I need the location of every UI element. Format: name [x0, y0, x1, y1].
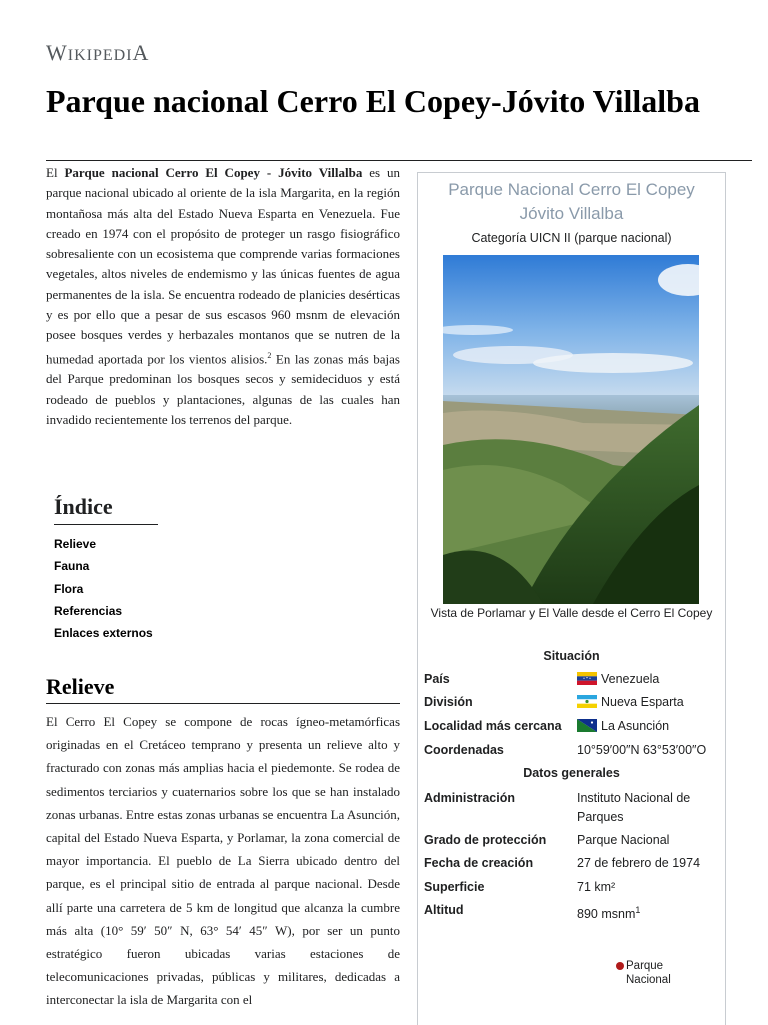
- section-divider: [46, 703, 400, 704]
- row-key: División: [424, 695, 473, 709]
- row-value[interactable]: Instituto Nacional de Parques: [577, 791, 691, 824]
- page-title: Parque nacional Cerro El Copey-Jóvito Villalba: [46, 83, 700, 119]
- row-value[interactable]: Parque Nacional: [577, 833, 670, 847]
- toc-item-enlaces-externos[interactable]: Enlaces externos: [54, 626, 153, 641]
- wordmark-letter: W: [46, 40, 68, 65]
- row-value[interactable]: [577, 693, 725, 712]
- map-label-line-2: Nacional: [626, 974, 671, 986]
- la-asuncion-flag-icon: [577, 719, 597, 732]
- lead-prefix: El: [46, 165, 65, 180]
- map-label-line-1: Parque: [626, 960, 664, 972]
- value-text: Venezuela: [601, 672, 660, 686]
- row-value: [577, 901, 725, 924]
- row-key: Grado de protección: [424, 833, 547, 847]
- lead-paragraph: [46, 163, 400, 430]
- title-divider: [46, 160, 752, 161]
- row-value[interactable]: [577, 670, 725, 689]
- landscape-image: [443, 255, 699, 604]
- value-text: 890 msnm: [577, 907, 636, 922]
- value-text: La Asunción: [601, 719, 670, 733]
- toc-title: Índice: [54, 494, 158, 525]
- venezuela-flag-icon: [577, 672, 597, 685]
- lead-bold-name: Parque nacional Cerro El Copey - Jóvito Villalba: [64, 165, 363, 180]
- value-text: Nueva Esparta: [601, 695, 684, 709]
- wordmark-smallcaps: IKIPEDI: [67, 47, 133, 64]
- row-key: Fecha de creación: [424, 856, 534, 870]
- table-of-contents: [54, 494, 254, 644]
- row-value: 27 de febrero de 1974: [577, 856, 701, 870]
- section-heading-relieve: Relieve: [46, 674, 115, 699]
- lead-text-2: En las zonas más bajas del Parque predominan los bosques secos y semideciduos y está rodeado de pueblos y plantaciones, algunas de las cuales han invadido recientemente los terrenos del parque.: [46, 351, 400, 427]
- section-datos-generales: Datos generales: [523, 766, 620, 780]
- row-key: Coordenadas: [424, 743, 504, 757]
- reference-link[interactable]: 1: [635, 905, 641, 915]
- map-marker-icon: [616, 962, 624, 970]
- infobox: [417, 172, 726, 1025]
- park-photo[interactable]: [443, 255, 699, 604]
- relieve-paragraph: El Cerro El Copey se compone de rocas ígneo-metamórficas originadas en el Cretáceo temprano y presenta un relieve alto y fracturado con zonas más amplias hacia el piedemonte. Se rodea de sedimentos terciarios y cuaternarios sobre los que se han instalado zonas urbanas. Entre estas zonas urbanas se encuentra La Asunción, capital del Estado Nueva Esparta, y Porlamar, la zona comercial de mayor importancia. El pueblo de La Sierra ubicado dentro del parque, es el principal sitio de entrada al parque nacional. Desde allí parte una carretera de 5 km de longitud que alcanza la cumbre más alta (10° 59′ 50″ N, 63° 54′ 45″ W), por ser un punto estratégico fueron ubicadas varias estaciones de telecomunicaciones privadas, públicas y militares, dedicadas a interconectar la isla de Margarita con el: [46, 714, 400, 1008]
- toc-item-flora[interactable]: Flora: [54, 581, 84, 596]
- row-key: Administración: [424, 791, 515, 805]
- reference-link[interactable]: 2: [267, 350, 272, 360]
- nueva-esparta-flag-icon: [577, 695, 597, 708]
- row-key: País: [424, 672, 450, 686]
- toc-item-relieve[interactable]: Relieve: [54, 537, 97, 551]
- row-value: 71 km²: [577, 880, 616, 894]
- toc-item-fauna[interactable]: Fauna: [54, 559, 90, 574]
- infobox-category[interactable]: Categoría UICN II (parque nacional): [471, 231, 672, 245]
- lead-text: es un parque nacional ubicado al oriente de la isla Margarita, en la región montañosa más alta del Estado Nueva Esparta en Venezuela. Fue creado en 1974 con el propósito de proteger un rasgo fisiográfico sobresaliente con un ecosistema que comprende varias formaciones vegetales, altos niveles de endemismo y las únicas fuentes de agua permanentes de la isla. Se encuentra rodeado de planicies desérticas y es por ello que a pesar de sus escasos 960 msnm de elevación posee bosques verdes y herbazales montanos que se nutren de la humedad aportada por los vientos alisios.: [46, 165, 400, 366]
- wikipedia-wordmark[interactable]: [46, 40, 149, 66]
- coordinates-link[interactable]: 10°59′00″N 63°53′00″O: [577, 743, 707, 757]
- row-key: Localidad más cercana: [424, 719, 562, 733]
- row-key: Altitud: [424, 903, 464, 917]
- row-key: Superficie: [424, 880, 485, 894]
- row-value[interactable]: [577, 717, 725, 736]
- section-situacion: Situación: [543, 649, 600, 663]
- infobox-title: Parque Nacional Cerro El Copey Jóvito Villalba: [448, 180, 695, 223]
- wordmark-letter-end: A: [132, 40, 150, 65]
- toc-item-referencias[interactable]: Referencias: [54, 603, 123, 618]
- map-label: [626, 959, 671, 987]
- photo-caption: Vista de Porlamar y El Valle desde el Cerro El Copey: [430, 606, 713, 620]
